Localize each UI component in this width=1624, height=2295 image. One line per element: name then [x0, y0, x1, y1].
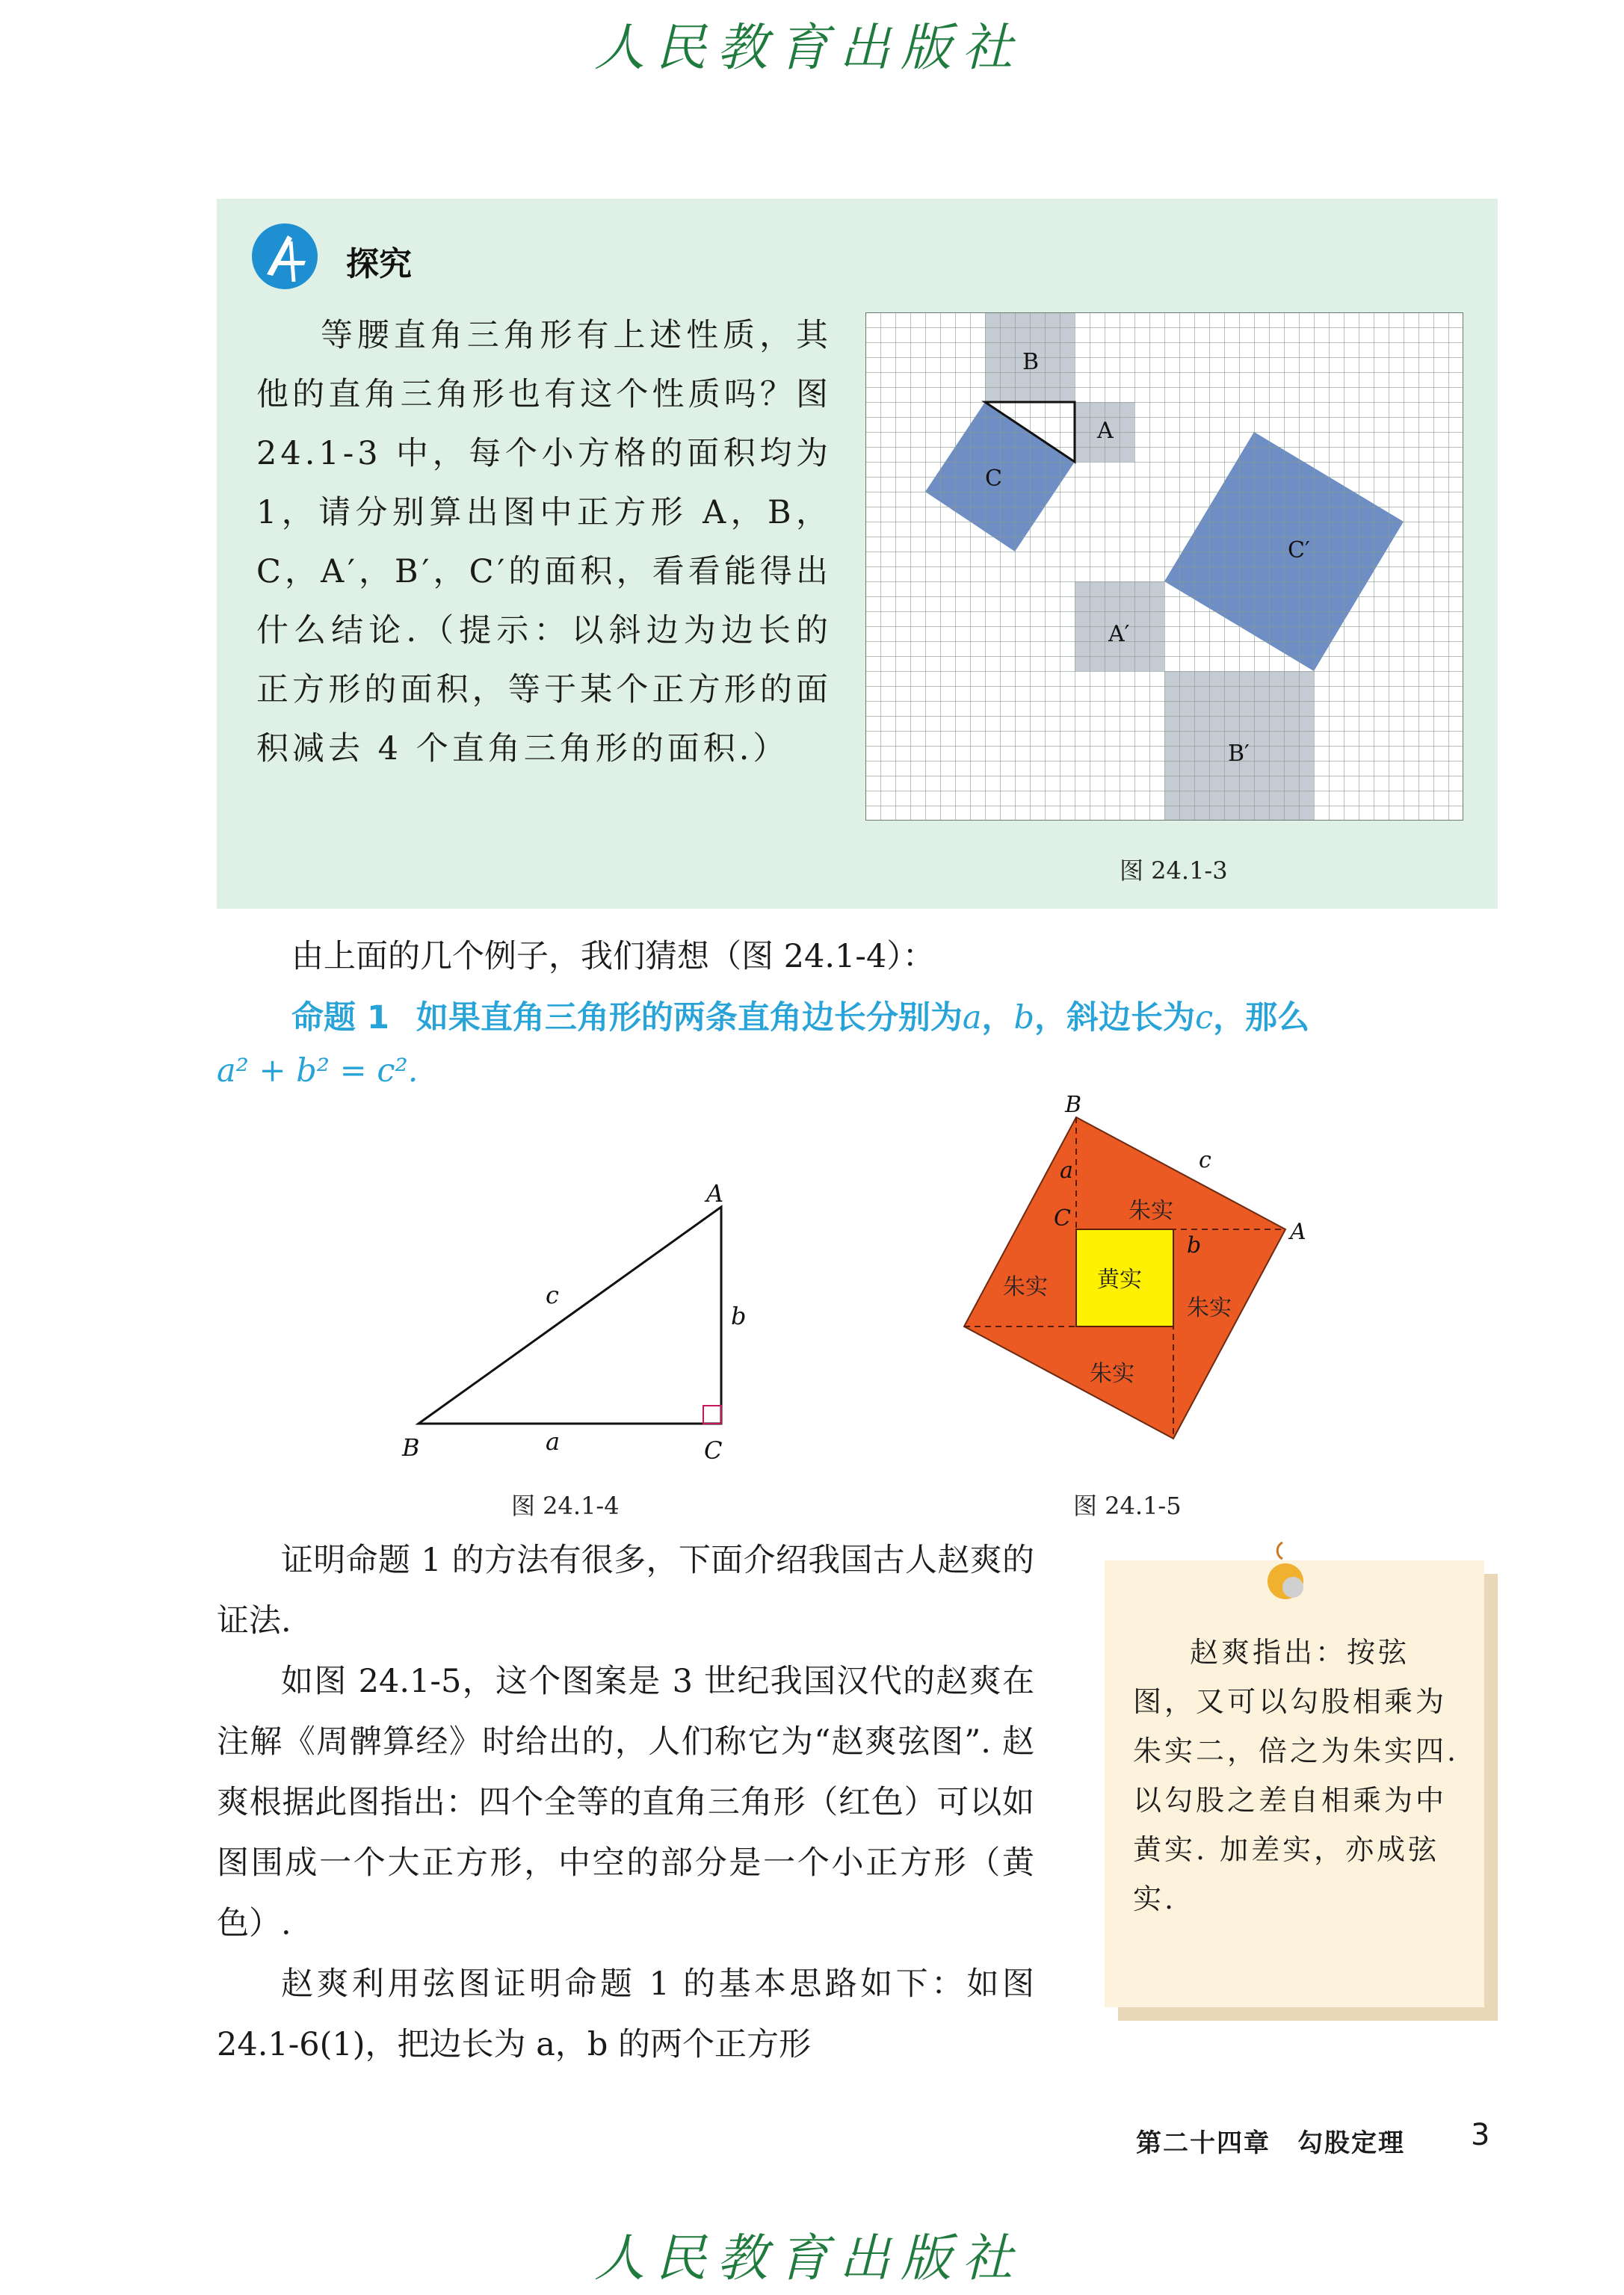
label-B: B [1022, 349, 1040, 375]
conjecture-line: 由上面的几个例子，我们猜想（图 24.1-4）： [291, 938, 935, 975]
footer-chapter: 第二十四章 勾股定理 [1136, 2128, 1405, 2158]
label-A: A [1097, 418, 1114, 444]
side-b: b [731, 1302, 747, 1330]
proposition-formula: a² + b² = c². [217, 1052, 419, 1090]
explore-paragraph: 等腰直角三角形有上述性质，其他的直角三角形也有这个性质吗？图 24.1-3 中，每个小方格的面积均为 1，请分别算出图中正方形 A，B，C，A′，B′，C′的面积，看看能得出什么结论.（提示：以斜边为边长的正方形的面积，等于某个正方形的面积减去 4 个直角三角形的面积.） [256, 317, 832, 767]
publisher-watermark-bottom: 人民教育出版社 [594, 2229, 1024, 2288]
label-C: C [985, 466, 1002, 492]
body-paragraph-1: 证明命题 1 的方法有很多，下面介绍我国古人赵爽的证法. [217, 1542, 1034, 1640]
vertex-B-245: B [1065, 1092, 1082, 1118]
red-label-bottom: 朱实 [1090, 1361, 1134, 1387]
figure-24-1-5-caption: 图 24.1-5 [1073, 1492, 1182, 1520]
figure-24-1-3 [865, 312, 1463, 821]
publisher-watermark-top: 人民教育出版社 [594, 19, 1024, 78]
vertex-A-245: A [1290, 1219, 1306, 1245]
explore-text [256, 306, 832, 779]
body-paragraph-2: 如图 24.1-5，这个图案是 3 世纪我国汉代的赵爽在注解《周髀算经》时给出的，人们称它为“赵爽弦图”. 赵爽根据此图指出：四个全等的直角三角形（红色）可以如图围成一个大正方形，中空的部分是一个小正方形（黄色）. [217, 1663, 1034, 1942]
body-paragraph-3: 赵爽利用弦图证明命题 1 的基本思路如下：如图 24.1-6(1)，把边长为 a，b 的两个正方形 [217, 1965, 1034, 2063]
proposition-text-a: 如果直角三角形的两条直角边长分别为 [416, 999, 963, 1037]
proposition-sep: ， [981, 999, 1014, 1037]
side-c: c [546, 1281, 559, 1309]
var-b: b [1013, 999, 1035, 1037]
proposition-text-b: ，斜边长为 [1034, 999, 1196, 1037]
pin-icon [1260, 1539, 1312, 1607]
side-a: a [546, 1427, 561, 1456]
label-A-prime: A′ [1108, 621, 1130, 647]
explore-title: 探究 [346, 245, 412, 283]
proposition-text-c: ，那么 [1213, 999, 1310, 1037]
label-C-prime: C′ [1288, 537, 1310, 563]
var-a: a [962, 999, 982, 1037]
vertex-C: C [704, 1436, 723, 1465]
vertex-B: B [402, 1433, 420, 1462]
note-paragraph: 赵爽指出：按弦图，又可以勾股相乘为朱实二，倍之为朱实四. 以勾股之差自相乘为中黄实. 加差实，亦成弦实. [1133, 1636, 1460, 1915]
proposition-label: 命题 1 [291, 999, 389, 1037]
figure-24-1-3-caption: 图 24.1-3 [1120, 856, 1228, 885]
vertex-A: A [706, 1181, 724, 1208]
label-B-prime: B′ [1228, 741, 1250, 767]
figure-24-1-4 [389, 1181, 762, 1465]
page-number: 3 [1471, 2118, 1490, 2152]
explore-icon [250, 222, 319, 291]
figure-24-1-4-caption: 图 24.1-4 [511, 1492, 620, 1520]
red-label-top: 朱实 [1129, 1198, 1173, 1224]
note-text [1133, 1628, 1462, 1924]
body-text [217, 1530, 1034, 2075]
side-a-245: a [1060, 1158, 1073, 1184]
var-c: c [1195, 999, 1214, 1037]
figure-24-1-5 [942, 1084, 1330, 1472]
yellow-label: 黄实 [1097, 1267, 1142, 1293]
side-c-245: c [1199, 1147, 1211, 1173]
red-label-right: 朱实 [1187, 1295, 1232, 1321]
red-label-left: 朱实 [1003, 1274, 1048, 1300]
vertex-C-245: C [1054, 1205, 1071, 1232]
proposition-line [291, 992, 1309, 1038]
side-b-245: b [1187, 1232, 1202, 1258]
